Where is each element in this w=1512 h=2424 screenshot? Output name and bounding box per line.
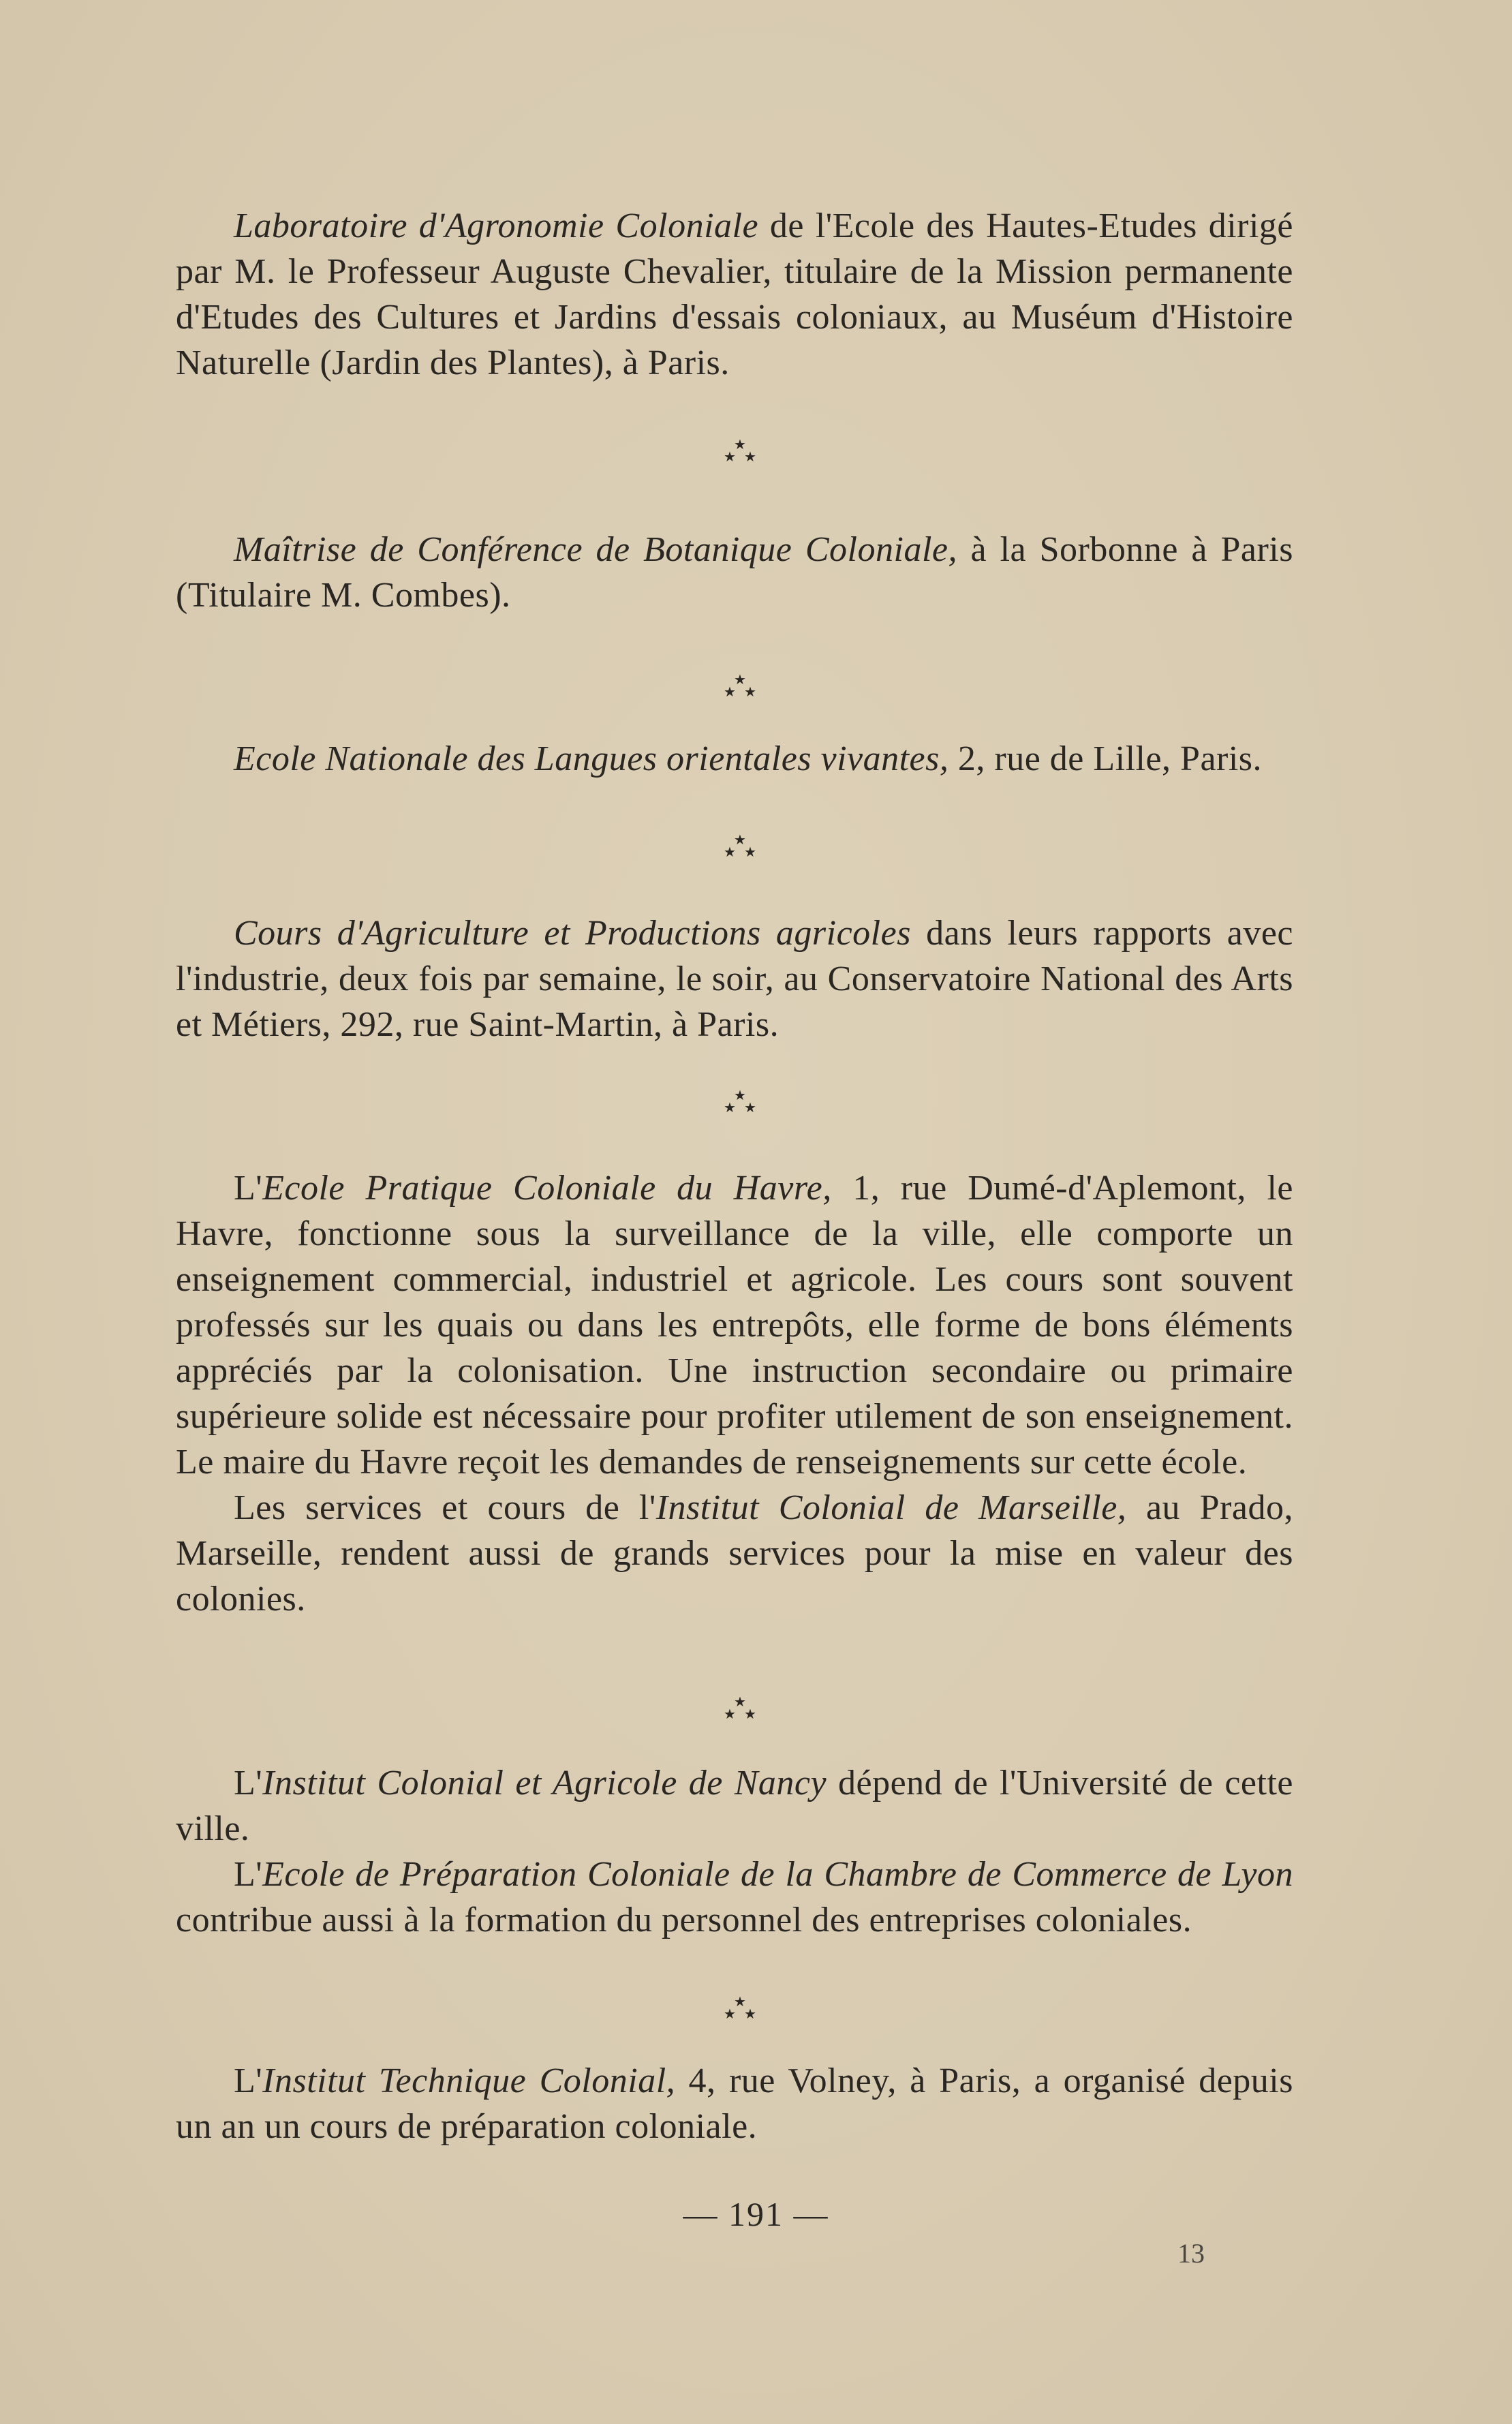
body-text: 4, rue Volney, à Paris, a organisé depuis un an un cours de préparation coloniale. <box>176 2061 1293 2146</box>
section-nancy-lyon <box>176 1760 1293 1943</box>
star-icon: ★ <box>744 448 756 465</box>
paragraph-laboratoire <box>176 203 1293 386</box>
separator-asterism <box>709 436 770 470</box>
star-icon: ★ <box>734 1087 746 1103</box>
star-icon: ★ <box>744 1099 756 1116</box>
italic-title: Ecole de Préparation Coloniale de la Chambre de Commerce de Lyon <box>262 1855 1293 1894</box>
star-icon: ★ <box>734 1693 746 1710</box>
body-text: L' <box>234 2061 263 2100</box>
body-text: à la Sorbonne à Paris (Titulaire M. Combes). <box>176 530 1293 615</box>
separator-asterism <box>709 1693 770 1728</box>
section-langues <box>176 736 1293 782</box>
italic-title: Institut Colonial et Agricole de Nancy <box>262 1764 827 1802</box>
body-text: de l'Ecole des Hautes-Etudes dirigé par M. le Professeur Auguste Chevalier, titulaire de la Mission permanente d'Etudes des Cultures et Jardins d'essais coloniaux, au Muséum d'Histoire Naturelle (Jardin des Plantes), à Paris. <box>176 206 1293 382</box>
separator-asterism <box>709 1993 770 2027</box>
separator-asterism <box>709 831 770 865</box>
star-icon: ★ <box>744 844 756 860</box>
star-icon: ★ <box>744 684 756 700</box>
page-number: — 191 — <box>683 2195 829 2233</box>
paragraph-langues <box>176 736 1293 782</box>
separator-asterism <box>709 671 770 705</box>
body-text: dépend de l'Université de cette ville. <box>176 1764 1293 1848</box>
star-icon: ★ <box>734 436 746 452</box>
paragraph-cours-agriculture <box>176 910 1293 1047</box>
body-text: dans leurs rapports avec l'industrie, deux fois par semaine, le soir, au Conservatoire National des Arts et Métiers, 292, rue Saint-Martin, à Paris. <box>176 914 1293 1044</box>
star-icon: ★ <box>734 1993 746 2010</box>
body-text: contribue aussi à la formation du personnel des entreprises coloniales. <box>176 1901 1192 1939</box>
section-havre-marseille <box>176 1165 1293 1622</box>
section-laboratoire <box>176 203 1293 386</box>
section-cours-agriculture <box>176 910 1293 1047</box>
paragraph-nancy <box>176 1760 1293 1852</box>
body-text: L' <box>234 1169 263 1208</box>
italic-title: Laboratoire d'Agronomie Coloniale <box>234 206 759 245</box>
paragraph-institut-technique <box>176 2058 1293 2149</box>
section-maitrise <box>176 527 1293 618</box>
body-text: L' <box>234 1764 263 1802</box>
star-icon: ★ <box>724 1706 736 1722</box>
paragraph-havre <box>176 1165 1293 1485</box>
paragraph-lyon <box>176 1852 1293 1943</box>
paragraph-maitrise <box>176 527 1293 618</box>
separator-asterism <box>709 1087 770 1121</box>
italic-title: Ecole Pratique Coloniale du Havre, <box>262 1169 832 1208</box>
section-institut-technique <box>176 2058 1293 2149</box>
star-icon: ★ <box>724 684 736 700</box>
italic-title: Maîtrise de Conférence de Botanique Coloniale, <box>234 530 957 569</box>
signature-mark: 13 <box>1177 2238 1205 2269</box>
body-text: 2, rue de Lille, Paris. <box>948 739 1263 778</box>
star-icon: ★ <box>744 1706 756 1722</box>
italic-title: Institut Colonial de Marseille, <box>655 1488 1127 1527</box>
body-text: L' <box>234 1855 263 1894</box>
body-text: Les services et cours de l' <box>234 1488 656 1527</box>
star-icon: ★ <box>744 2006 756 2022</box>
star-icon: ★ <box>724 1099 736 1116</box>
italic-title: Ecole Nationale des Langues orientales vivantes, <box>234 739 949 778</box>
paragraph-marseille <box>176 1485 1293 1622</box>
body-text: 1, rue Dumé-d'Aplemont, le Havre, fonctionne sous la surveillance de la ville, elle comporte un enseignement commercial, industriel et agricole. Les cours sont souvent professés sur les quais ou dans les entrepôts, elle forme de bons éléments appréciés par la colonisation. Une instruction secondaire ou primaire supérieure solide est nécessaire pour profiter utilement de son enseignement. Le maire du Havre reçoit les demandes de renseignements sur cette école. <box>176 1169 1293 1482</box>
italic-title: Cours d'Agriculture et Productions agricoles <box>234 914 911 953</box>
body-text: au Prado, Marseille, rendent aussi de grands services pour la mise en valeur des colonies. <box>176 1488 1293 1618</box>
star-icon: ★ <box>724 2006 736 2022</box>
star-icon: ★ <box>724 448 736 465</box>
star-icon: ★ <box>724 844 736 860</box>
star-icon: ★ <box>734 671 746 688</box>
italic-title: Institut Technique Colonial, <box>262 2061 676 2100</box>
star-icon: ★ <box>734 831 746 848</box>
